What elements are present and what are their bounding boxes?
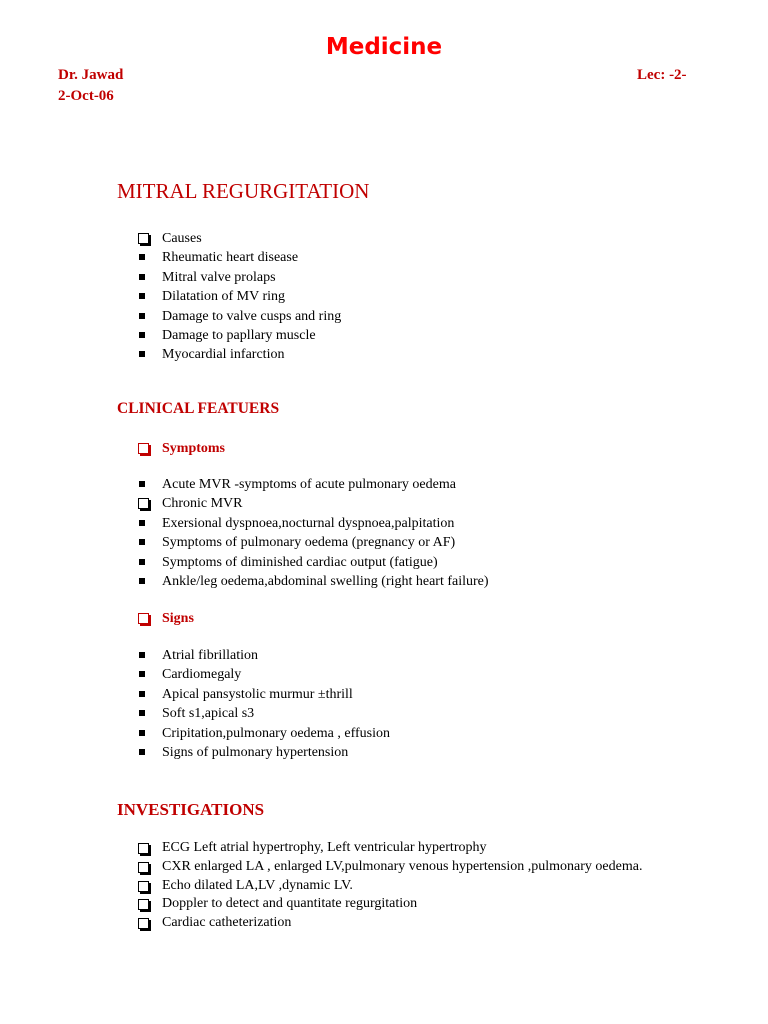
square-bullet-icon (139, 274, 145, 280)
checkbox-bullet-icon (138, 498, 149, 509)
square-bullet-icon (139, 293, 145, 299)
causes-list (137, 229, 697, 365)
square-bullet-icon (139, 481, 145, 487)
square-bullet-icon (139, 313, 145, 319)
list-item: Myocardial infarction (137, 345, 697, 364)
list-item: Causes (137, 229, 697, 248)
list-item: Mitral valve prolaps (137, 268, 697, 287)
section-heading-clinical-features: CLINICAL FEATUERS (117, 400, 280, 417)
list-item: Cripitation,pulmonary oedema , effusion (137, 724, 737, 743)
square-bullet-icon (139, 710, 145, 716)
square-bullet-icon (139, 730, 145, 736)
symptoms-subheading: Symptoms (137, 439, 225, 458)
list-item: Cardiac catheterization (137, 914, 657, 933)
list-item: Ankle/leg oedema,abdominal swelling (right heart failure) (137, 572, 737, 591)
author-label: Dr. Jawad (58, 67, 124, 83)
section-heading-mitral-regurgitation: MITRAL REGURGITATION (117, 179, 370, 203)
square-bullet-icon (139, 671, 145, 677)
square-bullet-icon (139, 332, 145, 338)
list-item: Doppler to detect and quantitate regurgitation (137, 895, 657, 914)
list-item: Damage to papllary muscle (137, 326, 697, 345)
list-item: Symptoms of pulmonary oedema (pregnancy or AF) (137, 533, 737, 552)
square-bullet-icon (139, 578, 145, 584)
square-bullet-icon (139, 539, 145, 545)
list-item: Echo dilated LA,LV ,dynamic LV. (137, 877, 657, 896)
square-bullet-icon (139, 559, 145, 565)
checkbox-bullet-icon (138, 443, 149, 454)
symptoms-list (137, 475, 737, 591)
checkbox-bullet-icon (138, 613, 149, 624)
checkbox-bullet-icon (138, 843, 149, 854)
document-title: Medicine (325, 34, 443, 60)
signs-list (137, 646, 737, 762)
list-item: Soft s1,apical s3 (137, 704, 737, 723)
checkbox-bullet-icon (138, 918, 149, 929)
date-label: 2-Oct-06 (58, 88, 114, 104)
list-item: ECG Left atrial hypertrophy, Left ventricular hypertrophy (137, 839, 657, 858)
list-item: Symptoms of diminished cardiac output (fatigue) (137, 553, 737, 572)
list-item: Apical pansystolic murmur ±thrill (137, 685, 737, 704)
square-bullet-icon (139, 351, 145, 357)
list-item: Chronic MVR (137, 494, 737, 513)
square-bullet-icon (139, 520, 145, 526)
list-item: Exersional dyspnoea,nocturnal dyspnoea,palpitation (137, 514, 737, 533)
lecture-label: Lec: -2- (637, 67, 687, 83)
checkbox-bullet-icon (138, 881, 149, 892)
list-item: Atrial fibrillation (137, 646, 737, 665)
list-item: CXR enlarged LA , enlarged LV,pulmonary venous hypertension ,pulmonary oedema. (137, 858, 657, 877)
checkbox-bullet-icon (138, 862, 149, 873)
signs-subheading: Signs (137, 609, 194, 628)
list-item: Rheumatic heart disease (137, 248, 697, 267)
list-item: Signs of pulmonary hypertension (137, 743, 737, 762)
investigations-list (137, 839, 657, 933)
section-heading-investigations: INVESTIGATIONS (117, 800, 265, 819)
square-bullet-icon (139, 749, 145, 755)
checkbox-bullet-icon (138, 233, 149, 244)
list-item: Acute MVR -symptoms of acute pulmonary oedema (137, 475, 737, 494)
square-bullet-icon (139, 691, 145, 697)
list-item: Dilatation of MV ring (137, 287, 697, 306)
square-bullet-icon (139, 652, 145, 658)
list-item: Damage to valve cusps and ring (137, 307, 697, 326)
checkbox-bullet-icon (138, 899, 149, 910)
square-bullet-icon (139, 254, 145, 260)
list-item: Cardiomegaly (137, 665, 737, 684)
